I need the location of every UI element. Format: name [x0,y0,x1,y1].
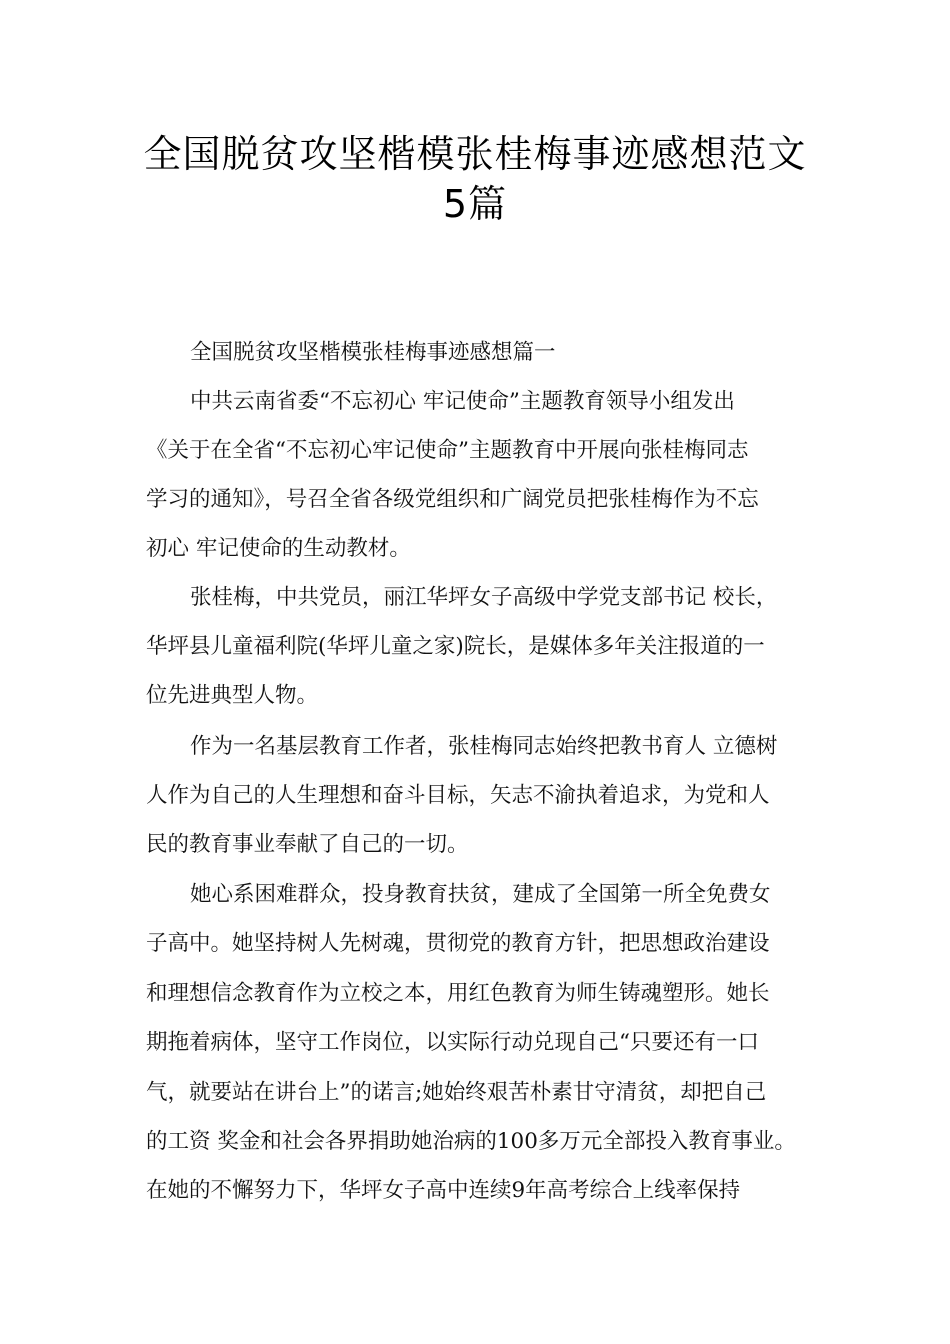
paragraph-line: 中共云南省委“不忘初心 牢记使命”主题教育领导小组发出 [190,389,735,414]
paragraph-line: 和理想信念教育作为立校之本，用红色教育为师生铸魂塑形。她长 [146,981,770,1006]
paragraph-line: 民的教育事业奉献了自己的一切。 [146,832,469,857]
paragraph-line: 在她的不懈努力下，华坪女子高中连续9年高考综合上线率保持 [146,1178,741,1203]
document-title-line-2: 5篇 [442,182,508,226]
document-title-line-1: 全国脱贫攻坚楷模张桂梅事迹感想范文 [143,132,807,176]
paragraph-line: 子高中。她坚持树人先树魂，贯彻党的教育方针，把思想政治建设 [146,931,770,956]
paragraph-line: 张桂梅，中共党员，丽江华坪女子高级中学党支部书记 校长， [190,585,778,610]
paragraph-line: 的工资 奖金和社会各界捐助她治病的100多万元全部投入教育事业。 [146,1129,796,1154]
section-heading: 全国脱贫攻坚楷模张桂梅事迹感想篇一 [190,340,556,365]
paragraph-line: 人作为自己的人生理想和奋斗目标，矢志不渝执着追求，为党和人 [146,783,770,808]
paragraph-line: 气，就要站在讲台上”的诺言;她始终艰苦朴素甘守清贫，却把自己 [146,1080,767,1105]
paragraph-line: 位先进典型人物。 [146,683,319,708]
paragraph-line: 作为一名基层教育工作者，张桂梅同志始终把教书育人 立德树 [190,734,778,759]
paragraph-line: 期拖着病体，坚守工作岗位，以实际行动兑现自己“只要还有一口 [146,1030,759,1055]
paragraph-line: 她心系困难群众，投身教育扶贫，建成了全国第一所全免费女 [190,882,771,907]
paragraph-line: 学习的通知》，号召全省各级党组织和广阔党员把张桂梅作为不忘 [146,487,759,512]
paragraph-line: 初心 牢记使命的生动教材。 [146,536,411,561]
paragraph-line: 《关于在全省“不忘初心牢记使命”主题教育中开展向张桂梅同志 [146,438,749,463]
paragraph-line: 华坪县儿童福利院(华坪儿童之家)院长，是媒体多年关注报道的一 [146,634,765,659]
